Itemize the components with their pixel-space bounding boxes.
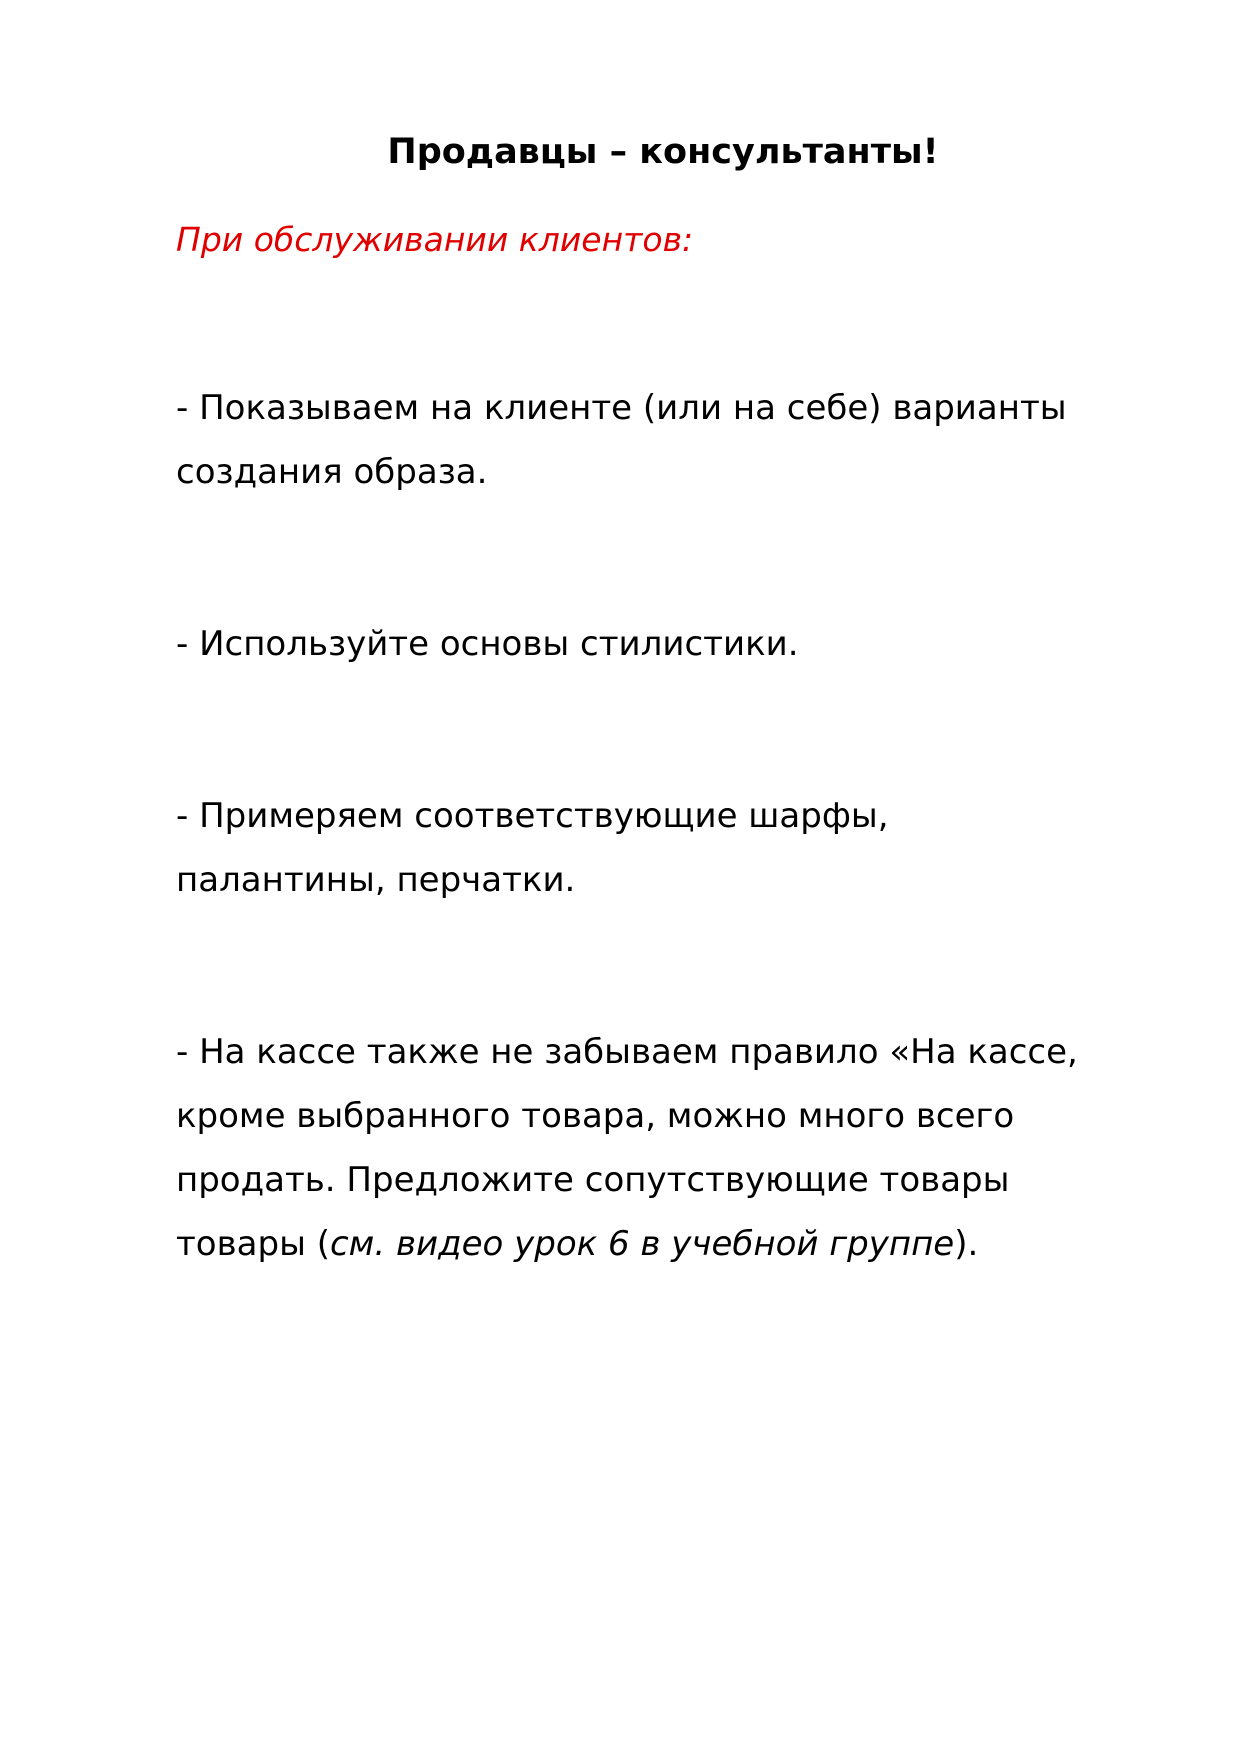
paragraph-line: кроме выбранного товара, можно много всего	[176, 1096, 1015, 1136]
last-line-prefix: товары (	[176, 1224, 330, 1264]
paragraph-line: создания образа.	[176, 452, 488, 492]
last-line-suffix: ).	[954, 1224, 979, 1264]
paragraph-accessories	[176, 784, 1186, 912]
paragraph-checkout-rule	[176, 1020, 1186, 1276]
section-subtitle: При обслуживании клиентов:	[176, 220, 694, 259]
paragraph-line: - Используйте основы стилистики.	[176, 624, 799, 664]
paragraph-line: - Примеряем соответствующие шарфы,	[176, 796, 889, 836]
paragraph-line-last	[176, 1212, 1186, 1276]
paragraph-line: продать. Предложите сопутствующие товары	[176, 1160, 1010, 1200]
paragraph-line: - Показываем на клиенте (или на себе) варианты	[176, 388, 1067, 428]
video-lesson-reference: см. видео урок 6 в учебной группе	[329, 1224, 955, 1264]
paragraph-show-outfit	[176, 376, 1186, 504]
paragraph-line: - На кассе также не забываем правило «На кассе,	[176, 1032, 1078, 1072]
paragraph-line: палантины, перчатки.	[176, 860, 576, 900]
page-title: Продавцы – консультанты!	[387, 132, 939, 172]
paragraph-styling-basics	[176, 612, 1186, 676]
